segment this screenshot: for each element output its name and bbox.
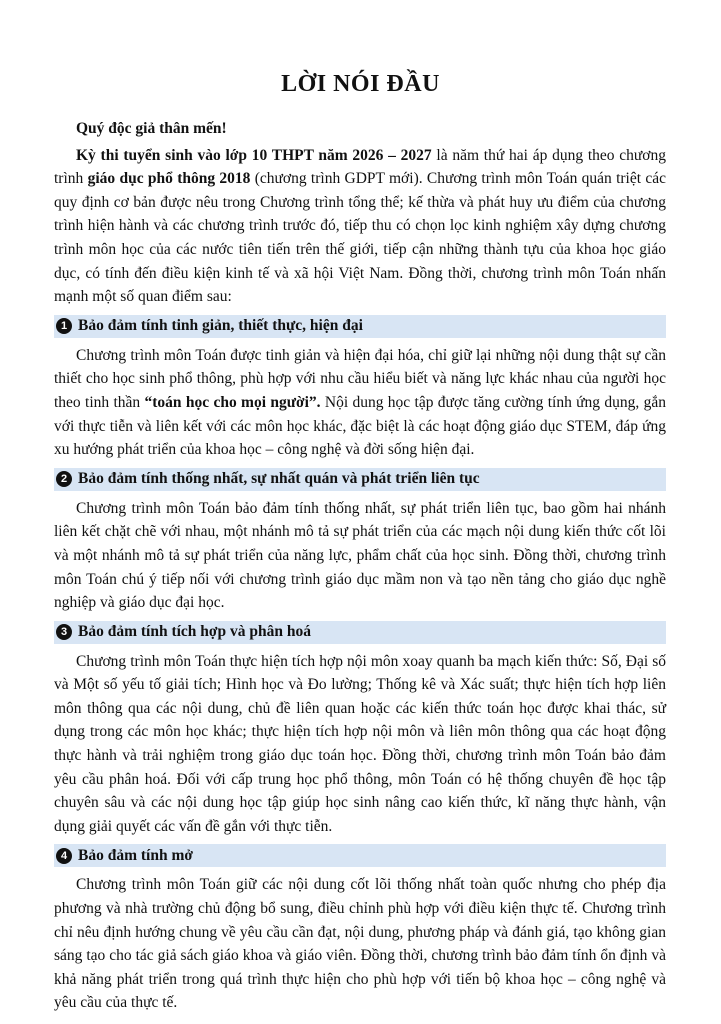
section-1-heading <box>54 315 666 338</box>
page-title: LỜI NÓI ĐẦU <box>281 71 440 97</box>
intro-paragraph <box>54 144 666 309</box>
section-4-heading <box>54 844 666 867</box>
section-2-paragraph: Chương trình môn Toán bảo đảm tính thống nhất, sự phát triển liên tục, bao gồm hai nhánh liên kết chặt chẽ với nhau, một nhánh mô tả sự phát triển của các mạch nội dung kiến thức cốt lõi và một nhánh mô tả sự phát triển của năng lực, phẩm chất của học sinh. Đồng thời, chương trình môn Toán chú ý tiếp nối với chương trình giáo dục mầm non và tạo nền tảng cho giáo dục nghề nghiệp và giáo dục đại học. <box>54 499 666 612</box>
section-3-heading <box>54 621 666 644</box>
section-1-paragraph <box>54 344 666 462</box>
intro-text-2: (chương trình GDPT mới). Chương trình môn Toán quán triệt các quy định cơ bản được nêu trong Chương trình tổng thể; kế thừa và phát huy ưu điểm của chương trình hiện hành và các chương trình trước đó, tiếp thu có chọn lọc kinh nghiệm xây dựng chương trình môn học của các nước tiên tiến trên thế giới, tiếp cận những thành tựu của khoa học giáo dục, có tính đến điều kiện kinh tế và xã hội Việt Nam. Đồng thời, chương trình môn Toán nhấn mạnh một số quan điểm sau: <box>54 170 666 306</box>
intro-lead-bold: Kỳ thi tuyển sinh vào lớp 10 THPT năm 2026 – 2027 <box>76 146 432 164</box>
section-3-paragraph: Chương trình môn Toán thực hiện tích hợp nội môn xoay quanh ba mạch kiến thức: Số, Đại số và Một số yếu tố giải tích; Hình học và Đo lường; Thống kê và Xác suất; thực hiện tích hợp liên môn thông qua các nội dung, chủ đề liên quan hoặc các kiến thức toán học được khai thác, sử dụng trong các môn học khác; thực hiện tích hợp nội môn và liên môn thông qua các hoạt động thực hành và trải nghiệm trong giáo dục toán học. Đồng thời, chương trình môn Toán bảo đảm yêu cầu phân hoá. Đối với cấp trung học phổ thông, môn Toán có hệ thống chuyên đề học tập chuyên sâu và các nội dung học tập giúp học sinh nâng cao kiến thức, kĩ năng thực hành, vận dụng giải quyết các vấn đề gắn với thực tiễn. <box>54 652 666 835</box>
section-1-bold: “toán học cho mọi người”. <box>144 393 321 411</box>
section-1-text-1: Chương trình môn Toán được tinh giản và hiện đại hóa, chỉ giữ lại những nội dung thật sự cần thiết cho học sinh phổ thông, phù hợp với nhu cầu hiểu biết và năng lực khác nhau của người học theo tinh thần <box>54 346 666 411</box>
section-1-text-2: Nội dung học tập được tăng cường tính ứng dụng, gắn với thực tiễn và liên kết với các môn học khác, đặc biệt là các hoạt động giáo dục STEM, đáp ứng xu hướng phát triển của khoa học – công nghệ và đời sống hiện đại. <box>54 393 666 459</box>
section-1-number-badge: 1 <box>56 318 72 334</box>
section-1-heading-text: Bảo đảm tính tinh giản, thiết thực, hiện đại <box>78 317 363 335</box>
greeting: Quý độc giả thân mến! <box>76 120 227 137</box>
intro-text-1: là năm thứ hai áp dụng theo chương trình <box>54 146 666 188</box>
section-3-number-badge: 3 <box>56 624 72 640</box>
intro-bold-2: giáo dục phổ thông 2018 <box>87 170 251 188</box>
section-4-heading-text: Bảo đảm tính mở <box>78 846 193 864</box>
section-2-heading <box>54 468 666 491</box>
section-4-paragraph: Chương trình môn Toán giữ các nội dung cốt lõi thống nhất toàn quốc nhưng cho phép địa phương và nhà trường chủ động bổ sung, điều chỉnh phù hợp với điều kiện thực tế. Chương trình chỉ nêu định hướng chung về yêu cầu cần đạt, nội dung, phương pháp và đánh giá, tạo không gian sáng tạo cho tác giả sách giáo khoa và giáo viên. Đồng thời, chương trình bảo đảm tính ổn định và khả năng phát triển trong quá trình thực hiện cho phù hợp với tiến bộ khoa học – công nghệ và yêu cầu của thực tế. <box>54 876 666 1012</box>
section-4-number-badge: 4 <box>56 848 72 864</box>
section-2-heading-text: Bảo đảm tính thống nhất, sự nhất quán và phát triển liên tục <box>78 470 480 488</box>
section-3-heading-text: Bảo đảm tính tích hợp và phân hoá <box>78 623 311 641</box>
section-2-number-badge: 2 <box>56 471 72 487</box>
document-body <box>54 117 666 1015</box>
